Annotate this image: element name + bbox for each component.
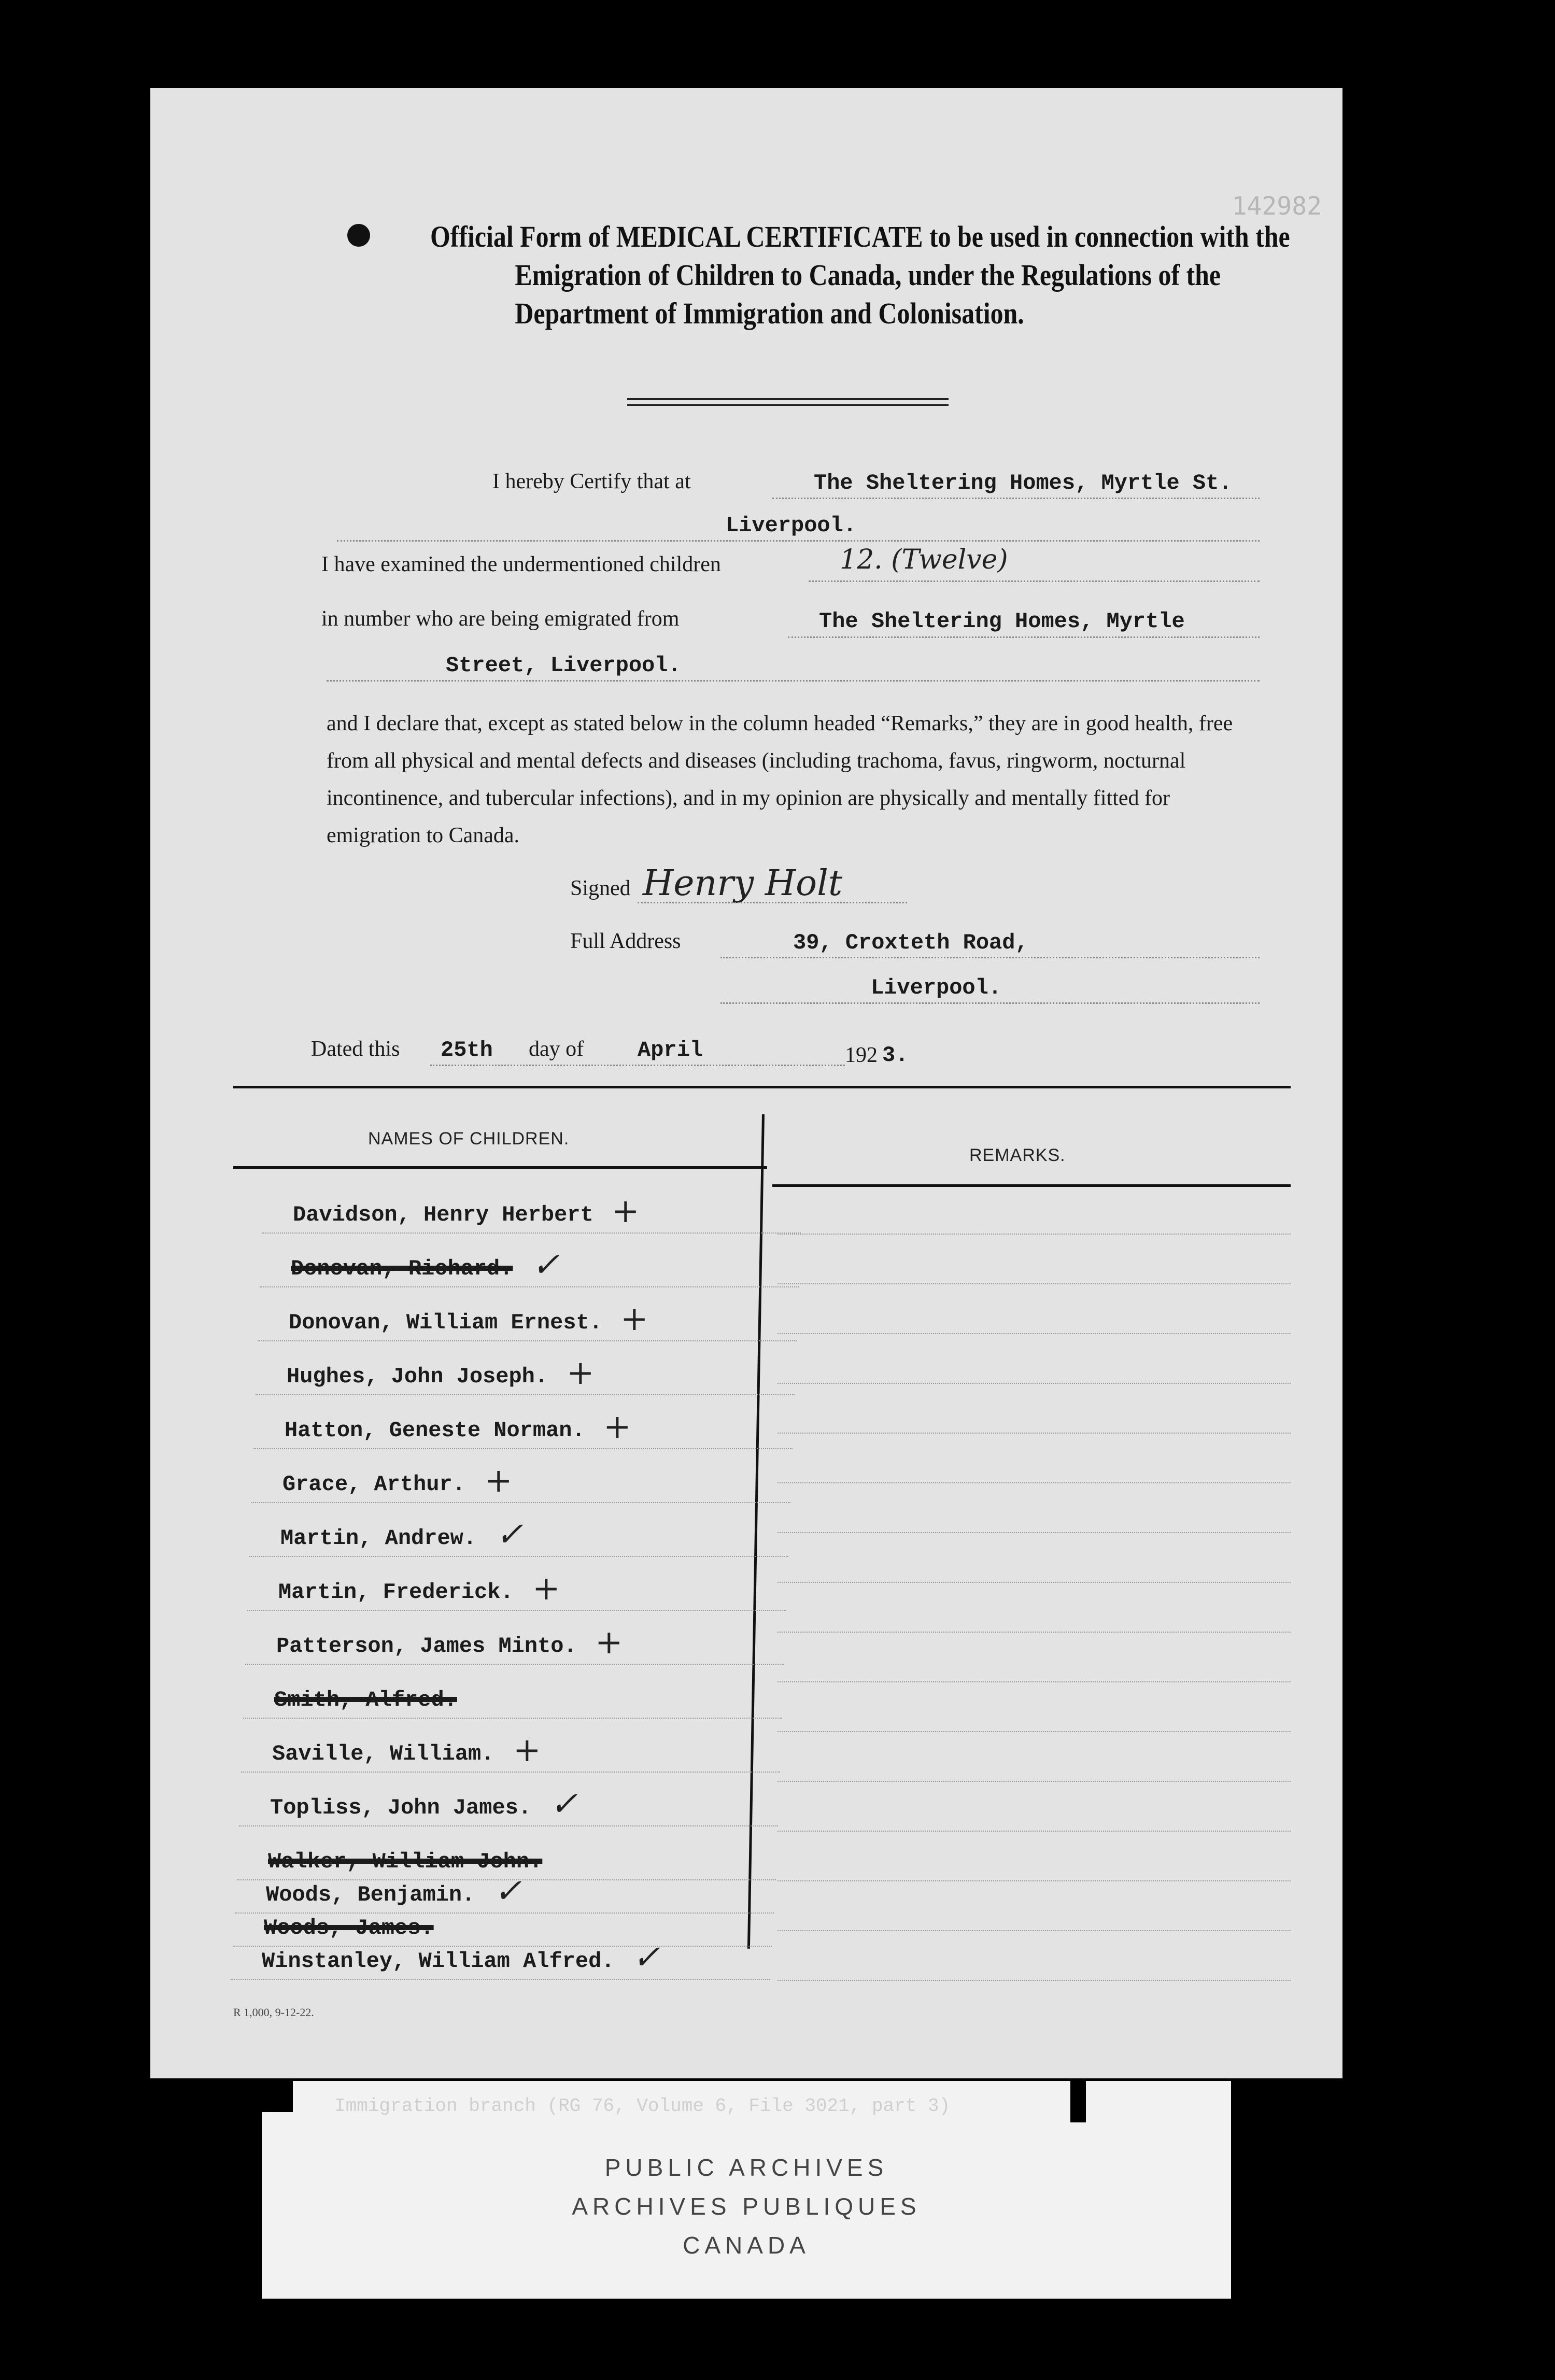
remarks-row-line (778, 1482, 1291, 1483)
title-line-3: Department of Immigration and Colonisation. (515, 296, 1024, 330)
label-notch (262, 2081, 293, 2112)
child-name: Hatton, Geneste Norman. (285, 1418, 585, 1443)
child-name: Davidson, Henry Herbert (293, 1202, 593, 1227)
certify-place-1: The Sheltering Homes, Myrtle St. (814, 471, 1232, 495)
remarks-row-line (778, 1433, 1291, 1434)
check-mark: + (532, 1569, 560, 1608)
archive-line-3: CANADA (683, 2232, 810, 2259)
child-row-line (243, 1718, 782, 1719)
child-row-line (262, 1232, 801, 1234)
remarks-row-line (778, 1681, 1291, 1682)
child-row-line (258, 1340, 797, 1341)
check-mark: ✓ (496, 1515, 524, 1554)
child-name: Topliss, John James. (270, 1795, 532, 1820)
dated-label: Dated this (311, 1037, 400, 1061)
child-row-line (245, 1664, 784, 1665)
signature: Henry Holt (643, 863, 843, 904)
day-of-label: day of (529, 1037, 584, 1061)
child-row-line (239, 1825, 778, 1826)
check-mark: ✓ (532, 1246, 560, 1284)
child-name: Woods, James. (264, 1916, 434, 1940)
names-column-header: NAMES OF CHILDREN. (368, 1129, 570, 1149)
child-row-line (231, 1979, 770, 1980)
remarks-row-line (778, 1731, 1291, 1732)
emigrated-label: in number who are being emigrated from (321, 607, 680, 631)
check-mark: + (485, 1462, 513, 1500)
child-row-line (251, 1502, 790, 1503)
remarks-row-line (778, 1880, 1291, 1881)
stamp-number: 142982 (1232, 192, 1322, 221)
remarks-column-header: REMARKS. (969, 1145, 1066, 1165)
emigrated-place-2: Street, Liverpool. (446, 653, 681, 678)
check-mark: + (612, 1192, 640, 1230)
form-code: R 1,000, 9-12-22. (233, 2006, 314, 2019)
child-name: Martin, Frederick. (278, 1580, 514, 1605)
child-row-line (256, 1394, 795, 1395)
remarks-row-line (778, 1781, 1291, 1782)
label-notch (1070, 2081, 1086, 2122)
child-row-line (260, 1286, 799, 1287)
child-name: Woods, Benjamin. (266, 1882, 475, 1907)
child-row-line (233, 1946, 772, 1947)
check-mark: ✓ (494, 1872, 522, 1910)
emigrated-place-1: The Sheltering Homes, Myrtle (819, 609, 1185, 634)
examined-count: 12. (Twelve) (840, 544, 1008, 575)
examined-label: I have examined the undermentioned children (321, 552, 721, 576)
dotted-line (337, 540, 1260, 542)
dotted-line (772, 498, 1260, 499)
dotted-line (327, 680, 1260, 682)
remarks-row-line (778, 1582, 1291, 1583)
table-column-divider (747, 1114, 765, 1949)
child-name: Saville, William. (272, 1741, 494, 1766)
archive-label (262, 2081, 1231, 2299)
remarks-row-line (778, 1930, 1291, 1931)
archive-line-2: ARCHIVES PUBLIQUES (572, 2193, 921, 2220)
title-line-2: Emigration of Children to Canada, under the Regulations of the (515, 258, 1221, 292)
address-line-2: Liverpool. (871, 975, 1002, 1000)
dated-month: April (638, 1038, 703, 1062)
remarks-row-line (778, 1383, 1291, 1384)
names-header-rule (233, 1166, 767, 1169)
dotted-line (809, 580, 1260, 582)
dotted-line (638, 902, 907, 903)
check-mark: ✓ (632, 1938, 660, 1977)
dotted-line (720, 1002, 1260, 1004)
child-row-line (247, 1610, 786, 1611)
certify-place-2: Liverpool. (726, 513, 857, 538)
certify-label: I hereby Certify that at (492, 470, 691, 493)
child-name: Winstanley, William Alfred. (262, 1949, 615, 1974)
archive-line-1: PUBLIC ARCHIVES (604, 2154, 888, 2181)
child-name: Smith, Alfred. (274, 1688, 457, 1712)
dated-day: 25th (441, 1038, 493, 1062)
title-rule (627, 398, 949, 406)
ink-blot (347, 224, 370, 247)
remarks-header-rule (772, 1184, 1291, 1187)
remarks-row-line (778, 1632, 1291, 1633)
check-mark: + (603, 1408, 631, 1446)
address-line-1: 39, Croxteth Road, (793, 930, 1028, 955)
child-name: Donovan, William Ernest. (289, 1310, 602, 1335)
child-row-line (241, 1772, 780, 1773)
dotted-line (788, 636, 1260, 638)
year-suffix: 3. (882, 1043, 909, 1068)
check-mark: ✓ (550, 1785, 578, 1823)
table-top-rule (233, 1086, 1291, 1088)
child-row-line (235, 1912, 774, 1914)
remarks-row-line (778, 1532, 1291, 1533)
check-mark: + (595, 1623, 623, 1662)
address-label: Full Address (570, 929, 681, 953)
check-mark: + (620, 1300, 648, 1338)
child-name: Grace, Arthur. (282, 1472, 465, 1497)
archive-reference: Immigration branch (RG 76, Volume 6, File 3021, part 3) (334, 2095, 951, 2117)
check-mark: + (567, 1354, 595, 1392)
title-line-1: Official Form of MEDICAL CERTIFICATE to be used in connection with the (430, 220, 1290, 253)
declaration-paragraph: and I declare that, except as stated below in the column headed “Remarks,” they are in good health, free from all physical and mental defects and diseases (including trachoma, favus, ringworm, nocturnal incontinence, and tubercular infections), and in my opinion are physically and mentally fitted for emigration to Canada. (327, 712, 1233, 847)
child-name: Patterson, James Minto. (276, 1634, 577, 1659)
child-row-line (253, 1448, 793, 1449)
dotted-line (430, 1065, 845, 1066)
child-row-line (249, 1556, 788, 1557)
remarks-row-line (778, 1333, 1291, 1334)
signed-label: Signed (570, 876, 631, 900)
form-title (430, 218, 1290, 333)
check-mark: + (513, 1731, 541, 1769)
remarks-row-line (778, 1283, 1291, 1284)
child-name: Martin, Andrew. (280, 1526, 477, 1551)
remarks-row-line (778, 1234, 1291, 1235)
child-name: Hughes, John Joseph. (287, 1364, 548, 1389)
remarks-row-line (778, 1831, 1291, 1832)
child-name: Donovan, Richard. (291, 1256, 513, 1281)
year-prefix: 192 (845, 1043, 878, 1067)
remarks-row-line (778, 1980, 1291, 1981)
certificate-sheet (150, 88, 1342, 2078)
dotted-line (720, 957, 1260, 958)
child-name: Walker, William John. (268, 1849, 543, 1874)
